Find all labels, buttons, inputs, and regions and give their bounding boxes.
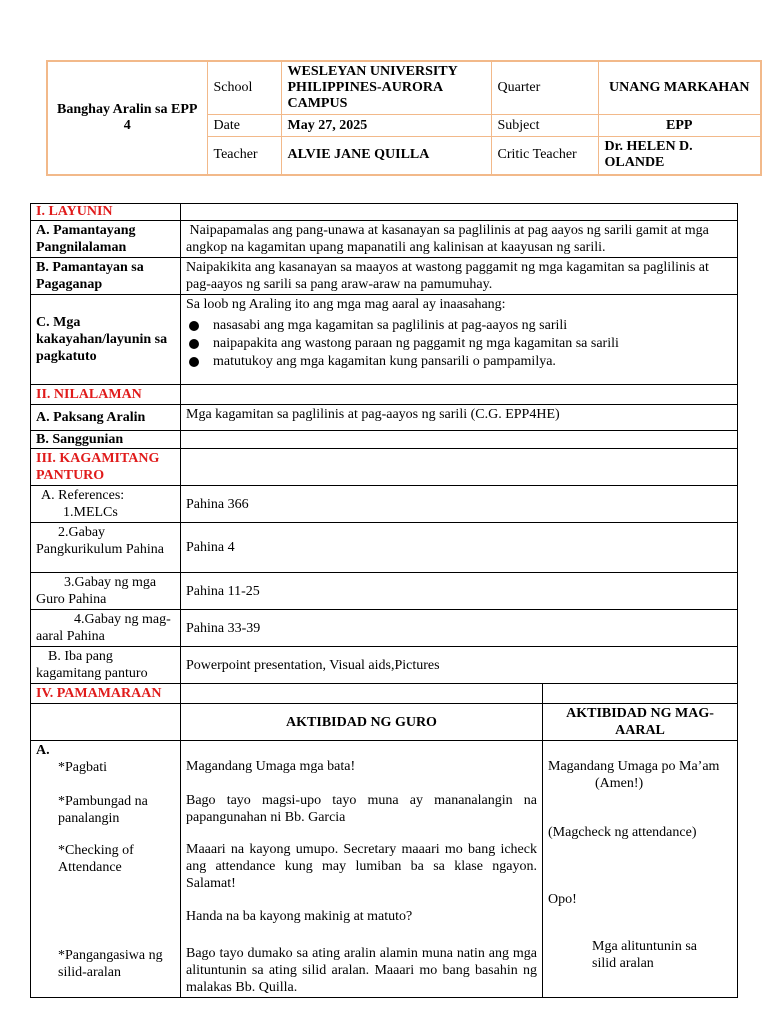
iba-pang-kagamitan-value: Powerpoint presentation, Visual aids,Pictures	[181, 647, 738, 684]
pagbati-label: *Pagbati	[58, 760, 107, 775]
gabay-pangkurikulum-label: 2.Gabay Pangkurikulum Pahina	[31, 523, 181, 573]
attendance-mag-aaral: (Magcheck ng attendance)	[548, 825, 697, 840]
critic-teacher-value: Dr. HELEN D. OLANDE	[598, 137, 761, 175]
header-table	[46, 60, 762, 176]
melcs-label: 1.MELCs	[63, 505, 118, 520]
handa-guro: Handa na ba kayong makinig at matuto?	[186, 909, 413, 924]
lesson-plan-title: Banghay Aralin sa EPP 4	[47, 61, 207, 175]
pagbati-guro: Magandang Umaga mga bata!	[186, 759, 356, 774]
pamantayang-label: A. Pamantayang Pangnilalaman	[31, 221, 181, 258]
pagaganap-label: B. Pamantayan sa Pagaganap	[31, 258, 181, 295]
handa-mag-aaral: Opo!	[548, 892, 577, 907]
panalangin-guro: Bago tayo magsi-upo tayo muna ay mananalangin na papangunahan ni Bb. Garcia	[186, 793, 537, 825]
subject-value: EPP	[598, 115, 761, 137]
kakayahan-list	[186, 317, 732, 371]
sanggunian-value	[181, 431, 738, 449]
section-kagamitan: III. KAGAMITANG PANTURO	[31, 449, 181, 486]
melcs-value: Pahina 366	[181, 486, 738, 523]
gabay-guro-value: Pahina 11-25	[181, 573, 738, 610]
procedure-mag-aaral	[543, 741, 738, 998]
section-kagamitan-empty	[181, 449, 738, 486]
attendance-guro: Maaari na kayong umupo. Secretary maaari mo bang icheck ang attendance kung may lumiban ba sa klase ngayon. Salamat!	[186, 842, 537, 891]
sanggunian-label: B. Sanggunian	[31, 431, 181, 449]
pagaganap-value: Naipakikita ang kasanayan sa maayos at wastong paggamit ng mga kagamitan sa paglilinis at pag-aayos ng sarili sa pang araw-araw na pamumuhay.	[181, 258, 738, 295]
section-layunin-empty	[181, 204, 738, 221]
bullet-icon	[189, 339, 199, 349]
attendance-label: *Checking of Attendance	[58, 843, 134, 875]
quarter-value: UNANG MARKAHAN	[598, 61, 761, 115]
kakayahan-intro: Sa loob ng Araling ito ang mga mag aaral ay inaasahang:	[186, 297, 506, 312]
section-pamamaraan: IV. PAMAMARAAN	[31, 684, 181, 704]
silid-aralan-label: *Pangangasiwa ng silid-aralan	[58, 948, 163, 980]
bullet-icon	[189, 357, 199, 367]
section-nilalaman-empty	[181, 385, 738, 405]
date-label: Date	[207, 115, 281, 137]
section-layunin: I. LAYUNIN	[31, 204, 181, 221]
pamamaraan-empty-mag	[543, 684, 738, 704]
kakayahan-label: C. Mga kakayahan/layunin sa pagkatuto	[31, 295, 181, 385]
pagbati-mag-aaral: Magandang Umaga po Ma’am	[548, 759, 720, 774]
references-cell	[31, 486, 181, 523]
iba-pang-kagamitan-label: B. Iba pang kagamitang panturo	[31, 647, 181, 684]
date-value: May 27, 2025	[281, 115, 491, 137]
bullet-icon	[189, 321, 199, 331]
list-item: nasasabi ang mga kagamitan sa paglilinis at pag-aayos ng sarili	[186, 317, 732, 335]
gabay-pangkurikulum-value: Pahina 4	[181, 523, 738, 573]
paksa-label: A. Paksang Aralin	[31, 405, 181, 431]
paksa-value: Mga kagamitan sa paglilinis at pag-aayos ng sarili (C.G. EPP4HE)	[181, 405, 738, 431]
school-label: School	[207, 61, 281, 115]
silid-aralan-guro: Bago tayo dumako sa ating aralin alamin muna natin ang mga alituntunin sa ating silid aralan. Maaari mo bang basahin ng malakas Bb. Quilla.	[186, 946, 537, 995]
critic-teacher-label: Critic Teacher	[491, 137, 598, 175]
kakayahan-cell	[181, 295, 738, 385]
pamantayang-value: Naipapamalas ang pang-unawa at kasanayan sa paglilinis at pag aayos ng sarili gamit at mga angkop na kagamitan upang mapanatili ang kalinisan at kaayusan ng sarili.	[181, 221, 738, 258]
gabay-guro-label: 3.Gabay ng mga Guro Pahina	[31, 573, 181, 610]
teacher-value: ALVIE JANE QUILLA	[281, 137, 491, 175]
column-header-guro: AKTIBIDAD NG GURO	[181, 704, 543, 741]
silid-aralan-mag-aaral: Mga alituntunin sa silid aralan	[592, 939, 697, 971]
section-nilalaman: II. NILALAMAN	[31, 385, 181, 405]
pamamaraan-empty-guro	[181, 684, 543, 704]
teacher-label: Teacher	[207, 137, 281, 175]
procedure-guro	[181, 741, 543, 998]
procedure-a-label: A.	[36, 743, 50, 758]
panalangin-mag-aaral: (Amen!)	[595, 776, 644, 791]
column-header-mag-aaral: AKTIBIDAD NG MAG-AARAL	[543, 704, 738, 741]
school-value: WESLEYAN UNIVERSITY PHILIPPINES-AURORA CAMPUS	[281, 61, 491, 115]
list-item: naipapakita ang wastong paraan ng paggamit ng mga kagamitan sa sarili	[186, 335, 732, 353]
column-header-empty	[31, 704, 181, 741]
quarter-label: Quarter	[491, 61, 598, 115]
references-label: A. References:	[41, 488, 125, 503]
lesson-plan-table	[30, 203, 738, 998]
panalangin-label: *Pambungad na panalangin	[58, 794, 148, 826]
gabay-mag-aaral-label: 4.Gabay ng mag-aaral Pahina	[31, 610, 181, 647]
list-item: matutukoy ang mga kagamitan kung pansarili o pampamilya.	[186, 353, 732, 371]
gabay-mag-aaral-value: Pahina 33-39	[181, 610, 738, 647]
procedure-labels	[31, 741, 181, 998]
subject-label: Subject	[491, 115, 598, 137]
